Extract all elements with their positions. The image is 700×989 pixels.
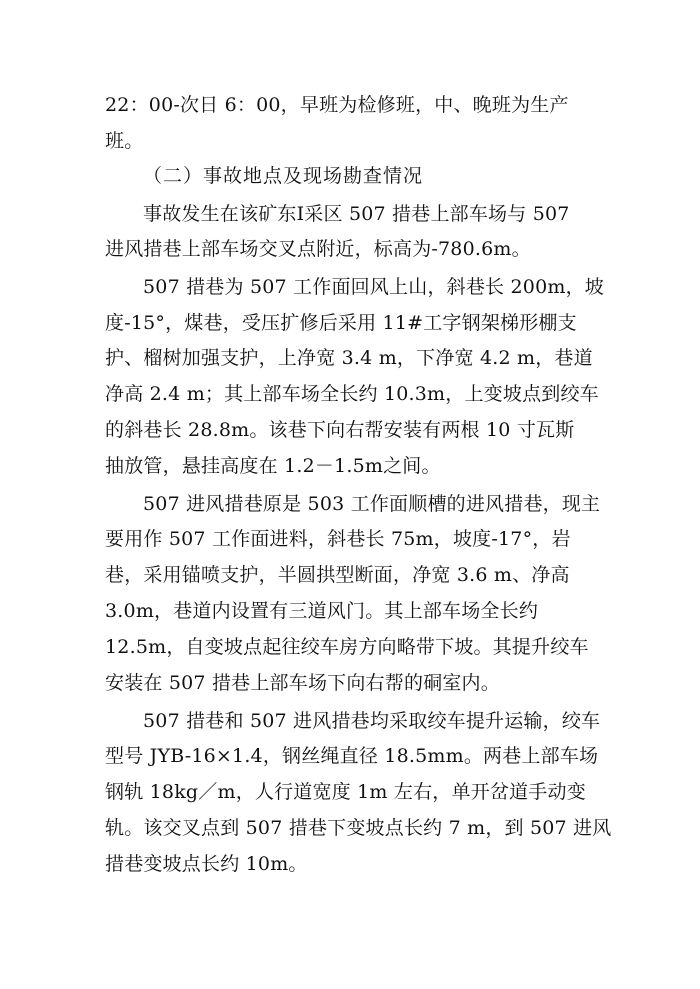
text-line: 22：00-次日 6：00，早班为检修班，中、晚班为生产 [105,94,569,116]
section-heading: （二）事故地点及现场勘查情况 [143,165,424,187]
text-line: 钢轨 18kg／m，人行道宽度 1m 左右，单开岔道手动变 [105,781,586,803]
text-line: 要用作 507 工作面进料，斜巷长 75m，坡度-17°，岩 [105,528,571,550]
text-line: 507 措巷为 507 工作面回风上山，斜巷长 200m，坡 [143,276,604,298]
text-line: 度-15°，煤巷，受压扩修后采用 11#工字钢架梯形棚支 [105,312,577,334]
text-line: 抽放管，悬挂高度在 1.2－1.5m之间。 [105,455,441,477]
text-line: 措巷变坡点长约 10m。 [105,853,308,875]
text-line: 护、榴树加强支护，上净宽 3.4 m，下净宽 4.2 m，巷道 [105,347,593,369]
text-line: 事故发生在该矿东Ⅰ采区 507 措巷上部车场与 507 [143,203,570,225]
text-line: 安装在 507 措巷上部车场下向右帮的硐室内。 [105,672,500,694]
text-line: 班。 [105,130,144,152]
text-line: 12.5m，自变坡点起往绞车房方向略带下坡。其提升绞车 [105,636,589,658]
text-line: 的斜巷长 28.8m。该巷下向右帮安装有两根 10 寸瓦斯 [105,419,575,441]
text-line: 巷，采用锚喷支护，半圆拱型断面，净宽 3.6 m、净高 [105,564,570,586]
text-line: 3.0m，巷道内设置有三道风门。其上部车场全长约 [105,600,539,622]
text-line: 507 进风措巷原是 503 工作面顺槽的进风措巷，现主 [143,493,601,515]
text-line: 轨。该交叉点到 507 措巷下变坡点长约 7 m，到 507 进风 [105,817,612,839]
text-line: 进风措巷上部车场交叉点附近，标高为-780.6m。 [105,238,531,260]
text-line: 型号 JYB-16×1.4，钢丝绳直径 18.5mm。两巷上部车场 [105,745,599,767]
text-line: 507 措巷和 507 进风措巷均采取绞车提升运输，绞车 [143,710,601,732]
text-line: 净高 2.4 m；其上部车场全长约 10.3m，上变坡点到绞车 [105,383,599,405]
